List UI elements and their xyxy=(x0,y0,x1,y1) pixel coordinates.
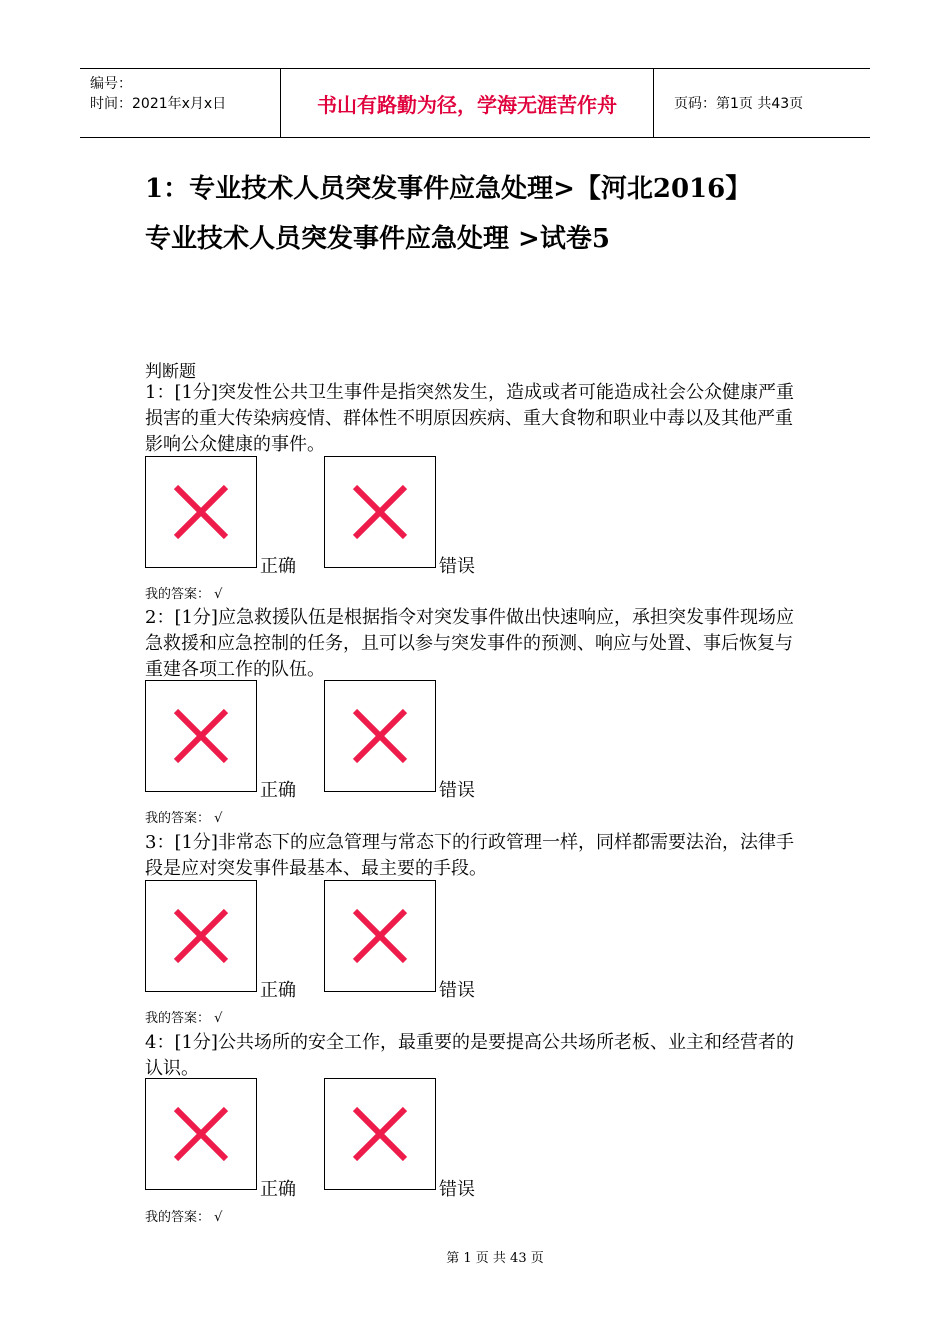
cross-icon xyxy=(172,707,230,765)
option-false-image[interactable] xyxy=(324,880,436,992)
my-answer: 我的答案： √ xyxy=(145,1210,223,1225)
cross-icon xyxy=(172,1105,230,1163)
option-true-image[interactable] xyxy=(145,880,257,992)
cross-icon xyxy=(351,907,409,965)
option-false-label[interactable]: 错误 xyxy=(439,780,475,801)
header-meta-cell xyxy=(80,69,281,137)
cross-icon xyxy=(172,483,230,541)
cross-icon xyxy=(351,483,409,541)
option-false-image[interactable] xyxy=(324,456,436,568)
section-label: 判断题 xyxy=(145,362,196,382)
option-false-image[interactable] xyxy=(324,680,436,792)
cross-icon xyxy=(172,907,230,965)
option-false-label[interactable]: 错误 xyxy=(439,980,475,1001)
time-label: 时间：2021年x月x日 xyxy=(90,96,227,112)
question-text: 4：[1分]公共场所的安全工作，最重要的是要提高公共场所老板、业主和经营者的认识。 xyxy=(145,1032,794,1079)
option-true-image[interactable] xyxy=(145,680,257,792)
my-answer: 我的答案： √ xyxy=(145,811,223,826)
code-label: 编号： xyxy=(90,76,132,92)
header-motto: 书山有路勤为径，学海无涯苦作舟 xyxy=(281,69,654,137)
doc-title-line1: 1：专业技术人员突发事件应急处理>【河北2016】 xyxy=(145,174,752,204)
option-false-label[interactable]: 错误 xyxy=(439,1179,475,1200)
cross-icon xyxy=(351,1105,409,1163)
option-false-image[interactable] xyxy=(324,1078,436,1190)
option-true-label[interactable]: 正确 xyxy=(260,556,296,577)
my-answer: 我的答案： √ xyxy=(145,587,223,602)
cross-icon xyxy=(351,707,409,765)
option-true-label[interactable]: 正确 xyxy=(260,780,296,801)
my-answer: 我的答案： √ xyxy=(145,1011,223,1026)
page-footer: 第 1 页 共 43 页 xyxy=(446,1251,544,1266)
header-page-info xyxy=(664,69,870,137)
question-text: 1：[1分]突发性公共卫生事件是指突然发生，造成或者可能造成社会公众健康严重损害的重大传染病疫情、群体性不明原因疾病、重大食物和职业中毒以及其他严重影响公众健康的事件。 xyxy=(145,382,794,455)
option-true-image[interactable] xyxy=(145,1078,257,1190)
option-true-label[interactable]: 正确 xyxy=(260,1179,296,1200)
page-info-text: 页码：第1页 共43页 xyxy=(674,96,804,112)
question-text: 2：[1分]应急救援队伍是根据指令对突发事件做出快速响应，承担突发事件现场应急救援和应急控制的任务，且可以参与突发事件的预测、响应与处置、事后恢复与重建各项工作的队伍。 xyxy=(145,607,794,680)
option-true-label[interactable]: 正确 xyxy=(260,980,296,1001)
header-table xyxy=(80,68,870,138)
doc-title-line2: 专业技术人员突发事件应急处理 >试卷5 xyxy=(145,224,610,254)
option-false-label[interactable]: 错误 xyxy=(439,556,475,577)
question-text: 3：[1分]非常态下的应急管理与常态下的行政管理一样，同样都需要法治，法律手段是应对突发事件最基本、最主要的手段。 xyxy=(145,832,794,879)
option-true-image[interactable] xyxy=(145,456,257,568)
